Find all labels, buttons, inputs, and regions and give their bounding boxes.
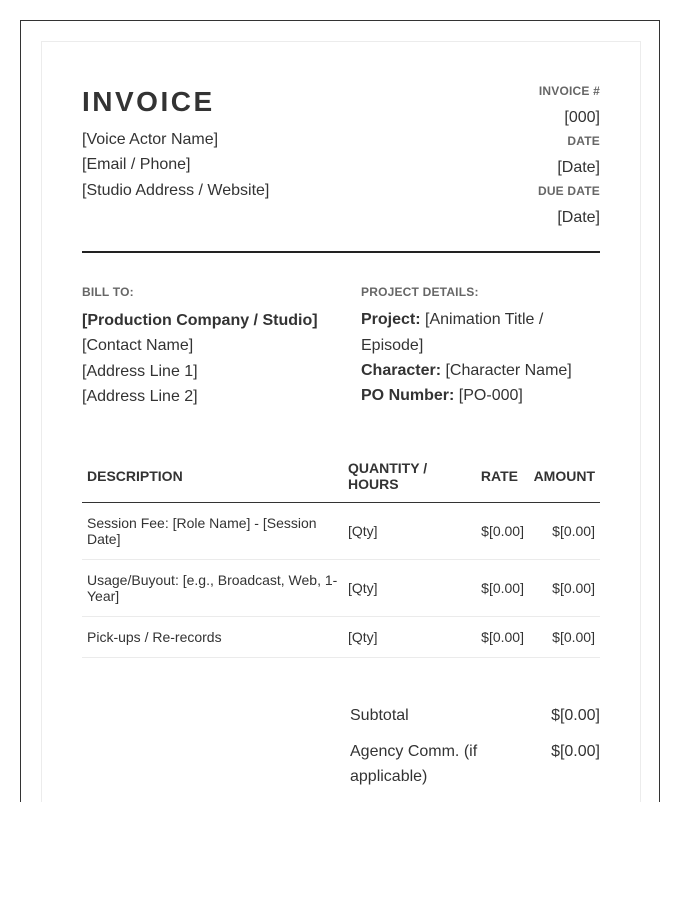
col-amount-header: AMOUNT [533,468,595,484]
row-1-description: Session Fee: [Role Name] - [Session Date] [87,515,317,547]
col-quantity-header: QUANTITY / HOURS [348,460,428,492]
bill-to-address-1: [Address Line 1] [82,363,198,380]
invoice-number-value: [000] [564,109,600,126]
row-3-amount: $[0.00] [552,629,595,645]
invoice-number-label: INVOICE # [538,84,600,98]
row-2-amount: $[0.00] [552,580,595,596]
row-1-qty: [Qty] [348,523,378,539]
row-2-qty: [Qty] [348,580,378,596]
email-phone: [Email / Phone] [82,156,191,173]
character-key: Character: [361,362,442,379]
bill-to-company: [Production Company / Studio] [82,312,318,329]
table-header-divider [82,502,600,503]
row-3-qty: [Qty] [348,629,378,645]
row-3-description: Pick-ups / Re-records [87,629,222,645]
agency-commission-label: Agency Comm. (if applicable) [350,743,478,785]
bill-to-label: BILL TO: [82,285,134,299]
row-2-rate: $[0.00] [481,580,524,596]
row-2-description: Usage/Buyout: [e.g., Broadcast, Web, 1-Year] [87,572,338,604]
project-details-label: PROJECT DETAILS: [361,285,479,299]
studio-address: [Studio Address / Website] [82,182,270,199]
invoice-title: INVOICE [82,86,215,117]
col-rate-header: RATE [480,468,518,484]
character-line [361,358,591,384]
po-number-line [361,383,591,409]
bill-to-address-2: [Address Line 2] [82,388,198,405]
row-1-amount: $[0.00] [552,523,595,539]
po-number-key: PO Number: [361,387,455,404]
date-value: [Date] [557,159,600,176]
project-key: Project: [361,311,421,328]
subtotal-value: $[0.00] [551,707,600,724]
voice-actor-name: [Voice Actor Name] [82,131,219,148]
col-description-header: DESCRIPTION [87,468,183,484]
header-divider [82,251,600,253]
agency-commission-value: $[0.00] [551,743,600,760]
project-title-line [361,307,591,358]
row-3-rate: $[0.00] [481,629,524,645]
row-divider [82,559,600,560]
bill-to-contact: [Contact Name] [82,337,194,354]
due-date-label: DUE DATE [537,184,600,198]
po-number-value: [PO-000] [458,387,523,404]
due-date-value: [Date] [557,209,600,226]
row-divider [82,616,600,617]
date-label: DATE [567,134,600,148]
character-value: [Character Name] [445,362,572,379]
row-1-rate: $[0.00] [481,523,524,539]
row-divider [82,657,600,658]
subtotal-label: Subtotal [350,707,409,724]
project-value: [Animation Title / Episode] [361,311,544,354]
